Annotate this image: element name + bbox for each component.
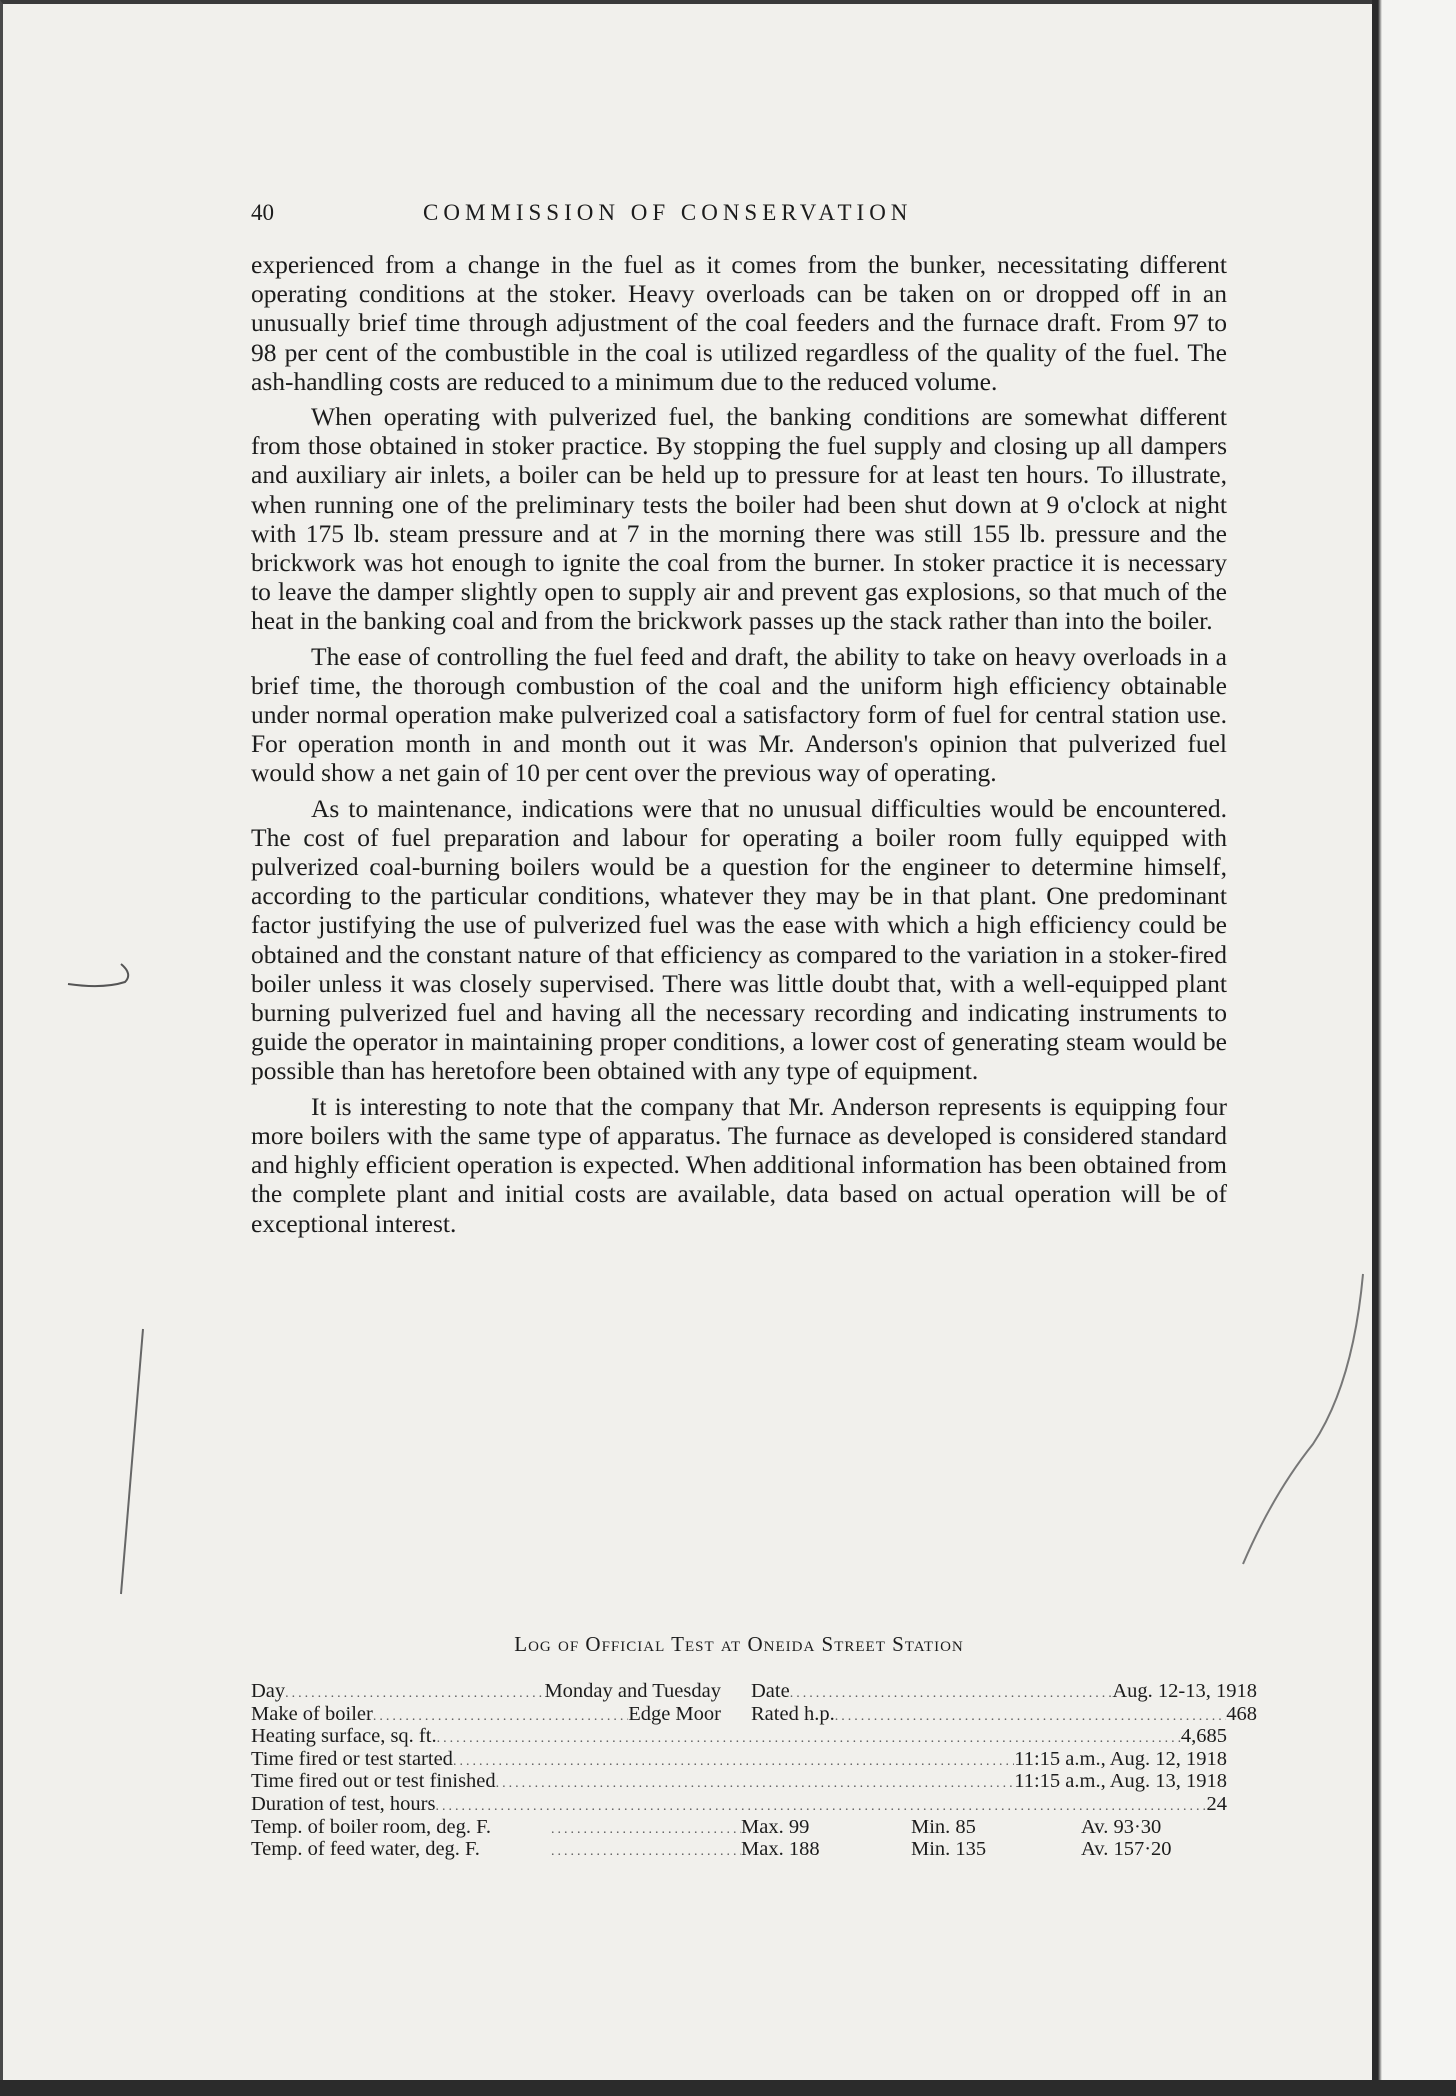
- log-row-make-rated: [251, 1702, 1257, 1726]
- feed-temp-av: Av. 157·20: [1081, 1838, 1172, 1861]
- day-label: Day: [251, 1680, 286, 1702]
- page-number: 40: [251, 200, 274, 225]
- margin-pencil-line-right: [1233, 1264, 1373, 1584]
- finished-value: 11:15 a.m., Aug. 13, 1918: [1014, 1770, 1227, 1793]
- margin-pencil-mark-left: [63, 944, 143, 1004]
- body-text: [251, 250, 1227, 1244]
- date-value: Aug. 12-13, 1918: [1112, 1680, 1257, 1702]
- paragraph-maintenance: As to maintenance, indications were that no unusual difficulties would be encountered. The cost of fuel preparation and labour for operating a boiler room fully equipped with pulverized coal-burning boilers would be a question for the engineer to determine himself, according to the particular conditions, whatever they may be in that plant. One predominant factor justifying the use of pulverized fuel was the ease with which a high efficiency could be obtained and the constant nature of that efficiency as compared to the variation in a stoker-fired boiler unless it was closely supervised. There was little doubt that, with a well-equipped plant burning pulverized fuel and having all the necessary recording and indicating instruments to guide the operator in maintaining proper conditions, a lower cost of generating steam would be possible than has heretofore been obtained with any type of equipment.: [251, 793, 1227, 1086]
- log-row-heating: [251, 1725, 1227, 1748]
- feed-temp-min: Min. 135: [911, 1838, 987, 1861]
- finished-label: Time fired out or test finished: [251, 1770, 496, 1793]
- test-log-table: [251, 1680, 1257, 1861]
- feed-temp-max: Max. 188: [741, 1838, 820, 1861]
- rated-label: Rated h.p.: [751, 1702, 835, 1725]
- margin-pencil-line-left: [113, 1324, 153, 1604]
- log-row-finished: [251, 1770, 1227, 1793]
- heating-value: 4,685: [1180, 1725, 1227, 1748]
- date-label: Date: [751, 1680, 790, 1702]
- log-title: Log of Official Test at Oneida Street Station: [514, 1632, 964, 1656]
- scan-bottom-border: [0, 2080, 1456, 2096]
- page-header: [251, 200, 1227, 230]
- room-temp-max: Max. 99: [741, 1815, 810, 1838]
- log-row-day-date: [251, 1680, 1257, 1703]
- feed-temp-label: Temp. of feed water, deg. F.: [251, 1838, 480, 1861]
- log-row-feed-temp: [251, 1838, 1227, 1861]
- paragraph-banking: When operating with pulverized fuel, the banking conditions are somewhat different from those obtained in stoker practice. By stopping the fuel supply and closing up all dampers and auxiliary air inlets, a boiler can be held up to pressure for at least ten hours. To illustrate, when running one of the preliminary tests the boiler had been shut down at 9 o'clock at night with 175 lb. steam pressure and at 7 in the morning there was still 155 lb. pressure and the brickwork was hot enough to ignite the coal from the burner. In stoker practice it is necessary to leave the damper slightly open to supply air and prevent gas explosions, so that much of the heat in the banking coal and from the brickwork passes up the stack rather than into the boiler.: [251, 402, 1227, 636]
- rated-value: 468: [1226, 1702, 1257, 1725]
- room-temp-label: Temp. of boiler room, deg. F.: [251, 1815, 492, 1838]
- heating-label: Heating surface, sq. ft.: [251, 1725, 437, 1748]
- room-temp-min: Min. 85: [911, 1815, 976, 1838]
- paragraph-continued: experienced from a change in the fuel as it comes from the bunker, necessitating different operating conditions at the stoker. Heavy overloads can be taken on or dropped off in an unusually brief time through adjustment of the coal feeders and the furnace draft. From 97 to 98 per cent of the combustible in the coal is utilized regardless of the quality of the fuel. The ash-handling costs are reduced to a minimum due to the reduced volume.: [251, 250, 1227, 396]
- duration-value: 24: [1206, 1792, 1227, 1815]
- fired-value: 11:15 a.m., Aug. 12, 1918: [1014, 1747, 1227, 1770]
- paragraph-ease: The ease of controlling the fuel feed and draft, the ability to take on heavy overloads in a brief time, the thorough combustion of the coal and the uniform high efficiency obtainable under normal operation make pulverized coal a satisfactory form of fuel for central station use. For operation month in and month out it was Mr. Anderson's opinion that pulverized fuel would show a net gain of 10 per cent over the previous way of operating.: [251, 641, 1227, 788]
- duration-label: Duration of test, hours: [251, 1792, 436, 1815]
- fired-label: Time fired or test started: [251, 1747, 453, 1770]
- log-row-fired: [251, 1748, 1227, 1771]
- page-edge-shadow: [1372, 0, 1456, 2096]
- day-value: Monday and Tuesday: [544, 1680, 721, 1702]
- log-row-duration: [251, 1793, 1227, 1816]
- running-title: COMMISSION OF CONSERVATION: [423, 200, 913, 225]
- room-temp-av: Av. 93·30: [1081, 1815, 1162, 1838]
- paragraph-company: It is interesting to note that the company that Mr. Anderson represents is equipping four more boilers with the same type of apparatus. The furnace as developed is considered standard and highly efficient operation is expected. When additional information has been obtained from the complete plant and initial costs are available, data based on actual operation will be of exceptional interest.: [251, 1091, 1227, 1238]
- make-value: Edge Moor: [628, 1702, 721, 1725]
- make-label: Make of boiler: [251, 1702, 373, 1725]
- log-row-room-temp: [251, 1816, 1227, 1839]
